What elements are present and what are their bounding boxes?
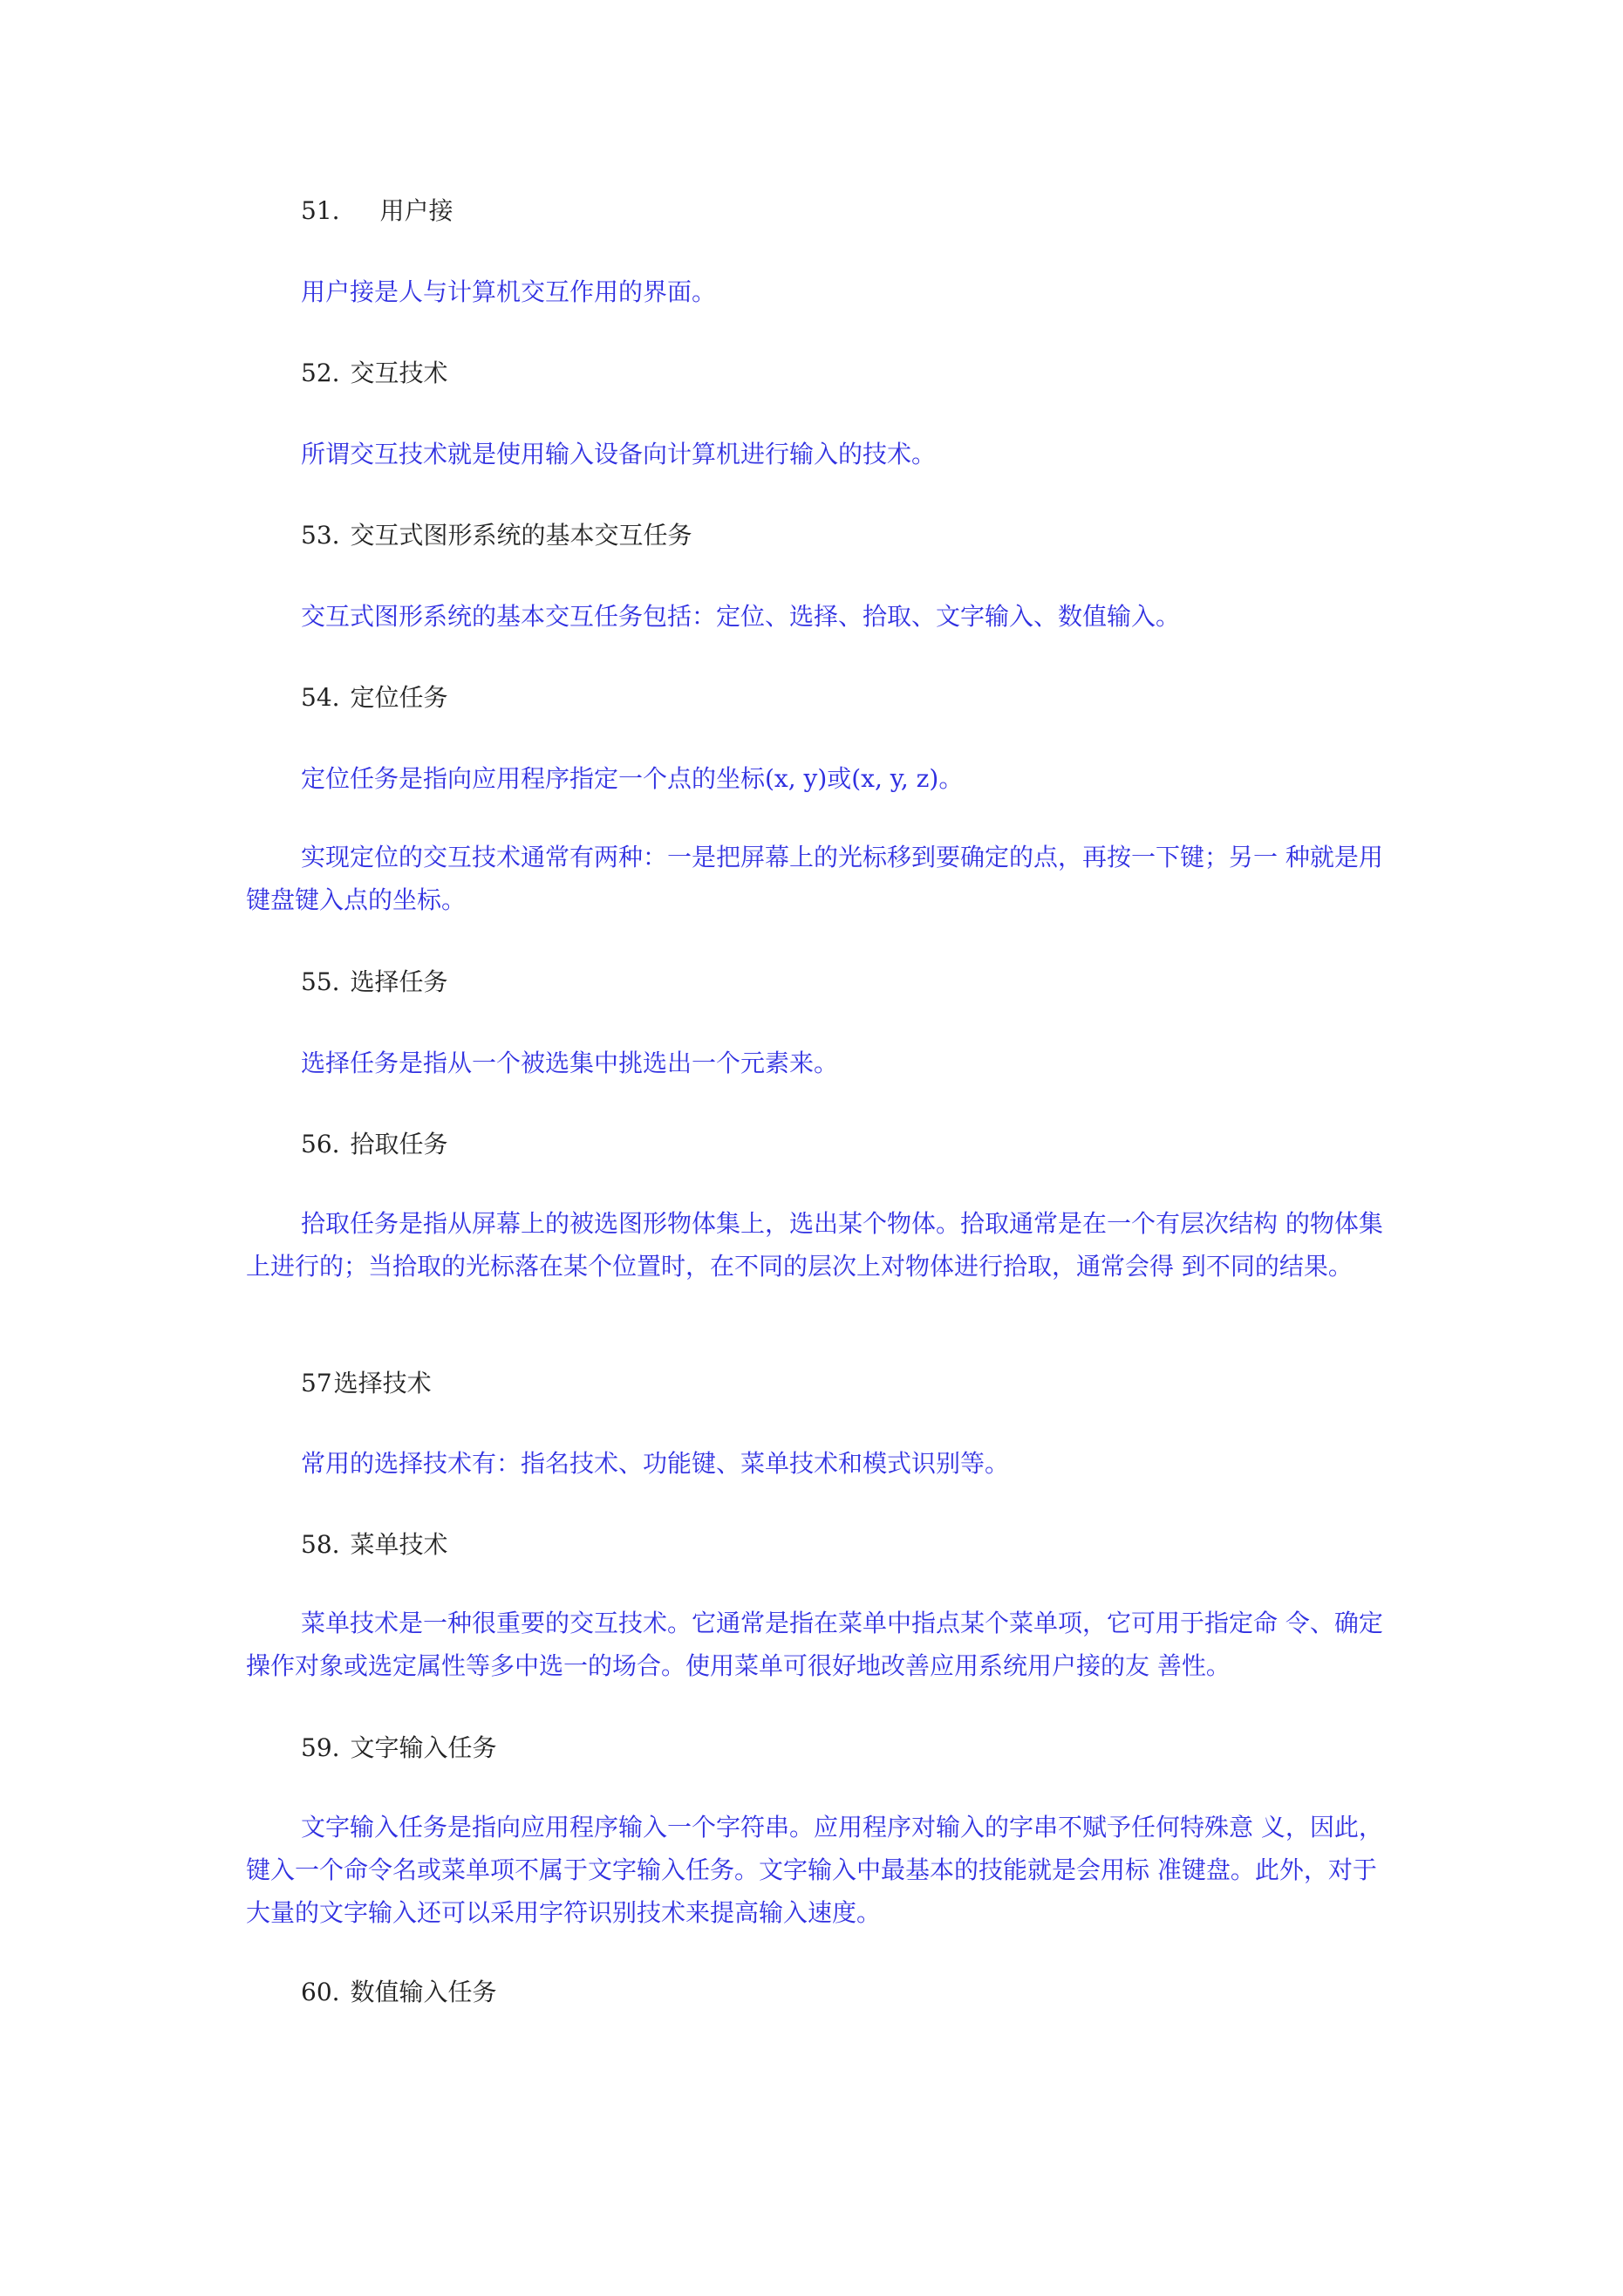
section-heading-51 <box>301 194 453 229</box>
section-heading-57 <box>301 1366 432 1401</box>
section-title: 菜单技术 <box>350 1530 448 1559</box>
section-title: 交互式图形系统的基本交互任务 <box>350 521 692 550</box>
section-title: 数值输入任务 <box>350 1978 497 2006</box>
section-number: 52. <box>301 359 340 387</box>
section-number: 59. <box>301 1733 340 1762</box>
section-answer-54: 定位任务是指向应用程序指定一个点的坐标(x, y)或(x, y, z)。 <box>301 764 964 793</box>
section-title: 文字输入任务 <box>350 1733 497 1762</box>
section-paragraph-56: 拾取任务是指从屏幕上的被选图形物体集上，选出某个物体。拾取通常是在一个有层次结构 的物体集上进行的；当拾取的光标落在某个位置时，在不同的层次上对物体进行拾取，通常会得 到不同的结果。 <box>246 1209 1383 1281</box>
section-title: 拾取任务 <box>350 1130 448 1158</box>
section-heading-60 <box>301 1975 497 2010</box>
section-heading-56 <box>301 1127 448 1162</box>
section-heading-55 <box>301 965 448 1000</box>
section-heading-52 <box>301 356 448 391</box>
section-answer-53: 交互式图形系统的基本交互任务包括：定位、选择、拾取、文字输入、数值输入。 <box>301 602 1181 631</box>
section-title: 用户接 <box>379 196 453 225</box>
section-number: 60. <box>301 1978 340 2006</box>
section-number: 54. <box>301 683 340 712</box>
section-title: 选择技术 <box>333 1369 432 1397</box>
section-paragraph-58: 菜单技术是一种很重要的交互技术。它通常是指在菜单中指点某个菜单项，它可用于指定命 令、确定操作对象或选定属性等多中选一的场合。使用菜单可很好地改善应用系统用户接的友 善性。 <box>246 1609 1383 1680</box>
section-heading-58 <box>301 1527 448 1562</box>
section-number: 53. <box>301 521 340 550</box>
section-heading-53 <box>301 518 692 553</box>
section-paragraph-54: 实现定位的交互技术通常有两种：一是把屏幕上的光标移到要确定的点，再按一下键；另一 种就是用键盘键入点的坐标。 <box>246 843 1383 914</box>
section-number: 55. <box>301 967 340 996</box>
section-number: 57 <box>301 1369 332 1397</box>
section-answer-51: 用户接是人与计算机交互作用的界面。 <box>301 277 717 306</box>
section-answer-55: 选择任务是指从一个被选集中挑选出一个元素来。 <box>301 1049 839 1077</box>
section-paragraph-59: 文字输入任务是指向应用程序输入一个字符串。应用程序对输入的字串不赋予任何特殊意 义，因此，键入一个命令名或菜单项不属于文字输入任务。文字输入中最基本的技能就是会用标 准键盘。此外，对于大量的文字输入还可以采用字符识别技术来提高输入速度。 <box>246 1813 1383 1927</box>
section-heading-54 <box>301 680 448 715</box>
section-number: 51. <box>301 196 340 225</box>
section-answer-52: 所谓交互技术就是使用输入设备向计算机进行输入的技术。 <box>301 440 937 468</box>
section-title: 选择任务 <box>350 967 448 996</box>
section-number: 58. <box>301 1530 340 1559</box>
section-heading-59 <box>301 1731 497 1766</box>
section-title: 交互技术 <box>350 359 448 387</box>
section-title: 定位任务 <box>350 683 448 712</box>
section-answer-57: 常用的选择技术有：指名技术、功能键、菜单技术和模式识别等。 <box>301 1449 1010 1478</box>
section-number: 56. <box>301 1130 340 1158</box>
